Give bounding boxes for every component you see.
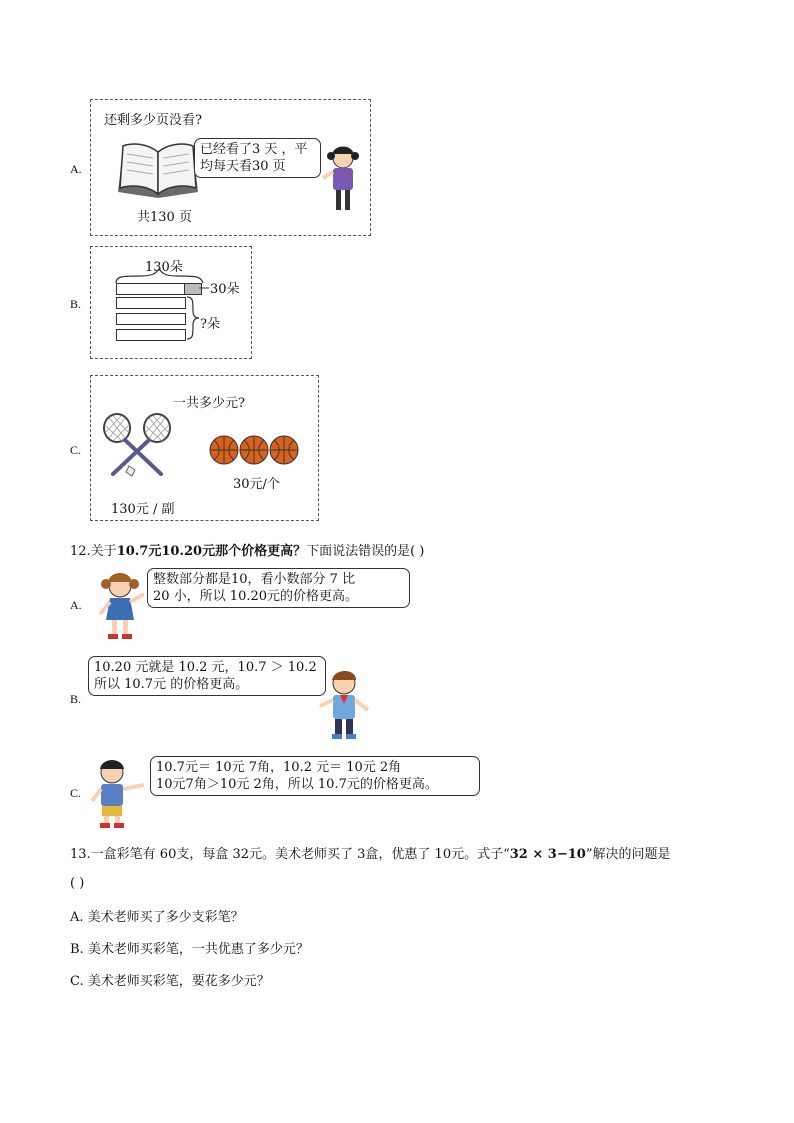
open-book-illustration bbox=[113, 140, 203, 200]
bubble-line: 10.7元＝ 10元 7角，10.2 元＝ 10元 2角 bbox=[156, 760, 402, 775]
option-b-box[interactable] bbox=[90, 246, 252, 359]
option-label-a[interactable]: A. bbox=[70, 598, 82, 612]
speech-bubble bbox=[88, 656, 326, 696]
speech-bubble bbox=[194, 138, 321, 178]
stem-mid: 那个价格更高？ bbox=[215, 544, 307, 559]
option-label-a: A. bbox=[70, 162, 82, 176]
answer-paren: ( ) bbox=[70, 876, 85, 891]
bubble-line: 10元7角＞10元 2角，所以 10.7元的价格更高。 bbox=[156, 777, 438, 792]
book-caption: 共130 页 bbox=[137, 210, 192, 225]
question-13-stem bbox=[70, 843, 670, 862]
speech-bubble bbox=[147, 568, 410, 608]
bar-total bbox=[116, 283, 186, 295]
part-label: 30朵 bbox=[210, 282, 240, 297]
boy-icon bbox=[318, 668, 370, 742]
option-c-box[interactable] bbox=[90, 375, 319, 521]
total-label: 130朵 bbox=[145, 260, 183, 275]
bubble-line: 10.20 元就是 10.2 元，10.7 ＞ 10.2 bbox=[94, 660, 317, 675]
stem-prefix: 12.关于 bbox=[70, 544, 117, 559]
bubble-line: 均每天看30 页 bbox=[200, 159, 286, 174]
option-label-b: B. bbox=[70, 297, 82, 311]
brace-right bbox=[185, 295, 201, 341]
option-a-box[interactable] bbox=[90, 99, 371, 236]
bar-row bbox=[116, 313, 186, 325]
option-a[interactable]: A. 美术老师买了多少支彩笔？ bbox=[70, 910, 244, 925]
bubble-line: 所以 10.7元 的价格更高。 bbox=[94, 677, 249, 692]
stem-end: 下面说法错误的是( ) bbox=[306, 544, 425, 559]
boy-pointing-icon bbox=[88, 757, 146, 831]
bubble-line: 20 小，所以 10.20元的价格更高。 bbox=[153, 589, 359, 604]
stem-formula: 32 × 3−10 bbox=[509, 847, 586, 862]
option-c[interactable]: C. 美术老师买彩笔，要花多少元？ bbox=[70, 974, 270, 989]
stem-price-b: 10.20元 bbox=[161, 544, 216, 559]
bubble-line: 已经看了3 天 ，平 bbox=[200, 142, 308, 157]
option-label-c[interactable]: C. bbox=[70, 786, 82, 800]
bar-row bbox=[116, 297, 186, 309]
option-label-b[interactable]: B. bbox=[70, 692, 82, 706]
speech-bubble bbox=[150, 756, 480, 796]
option-label-c: C. bbox=[70, 443, 82, 457]
girl-icon bbox=[94, 570, 146, 642]
unknown-label: ?朵 bbox=[200, 317, 220, 332]
badminton-rackets-icon bbox=[99, 412, 179, 482]
bar-row bbox=[116, 329, 186, 341]
option-b[interactable]: B. 美术老师买彩笔，一共优惠了多少元？ bbox=[70, 942, 309, 957]
question-text: 一共多少元? bbox=[173, 396, 245, 411]
question-12-stem bbox=[70, 540, 424, 559]
question-text: 还剩多少页没看? bbox=[104, 113, 202, 128]
ball-price: 30元/个 bbox=[233, 477, 280, 492]
girl-icon bbox=[323, 144, 363, 214]
stem-end: ”解决的问题是 bbox=[585, 847, 671, 862]
basketballs-icon bbox=[209, 434, 301, 466]
stem-text: 13.一盒彩笔有 60支，每盒 32元。美术老师买了 3盒，优惠了 10元。式子“ bbox=[70, 847, 510, 862]
stem-price-a: 10.7元 bbox=[116, 544, 162, 559]
bubble-line: 整数部分都是10，看小数部分 7 比 bbox=[153, 572, 356, 587]
racket-price: 130元 / 副 bbox=[111, 502, 175, 517]
